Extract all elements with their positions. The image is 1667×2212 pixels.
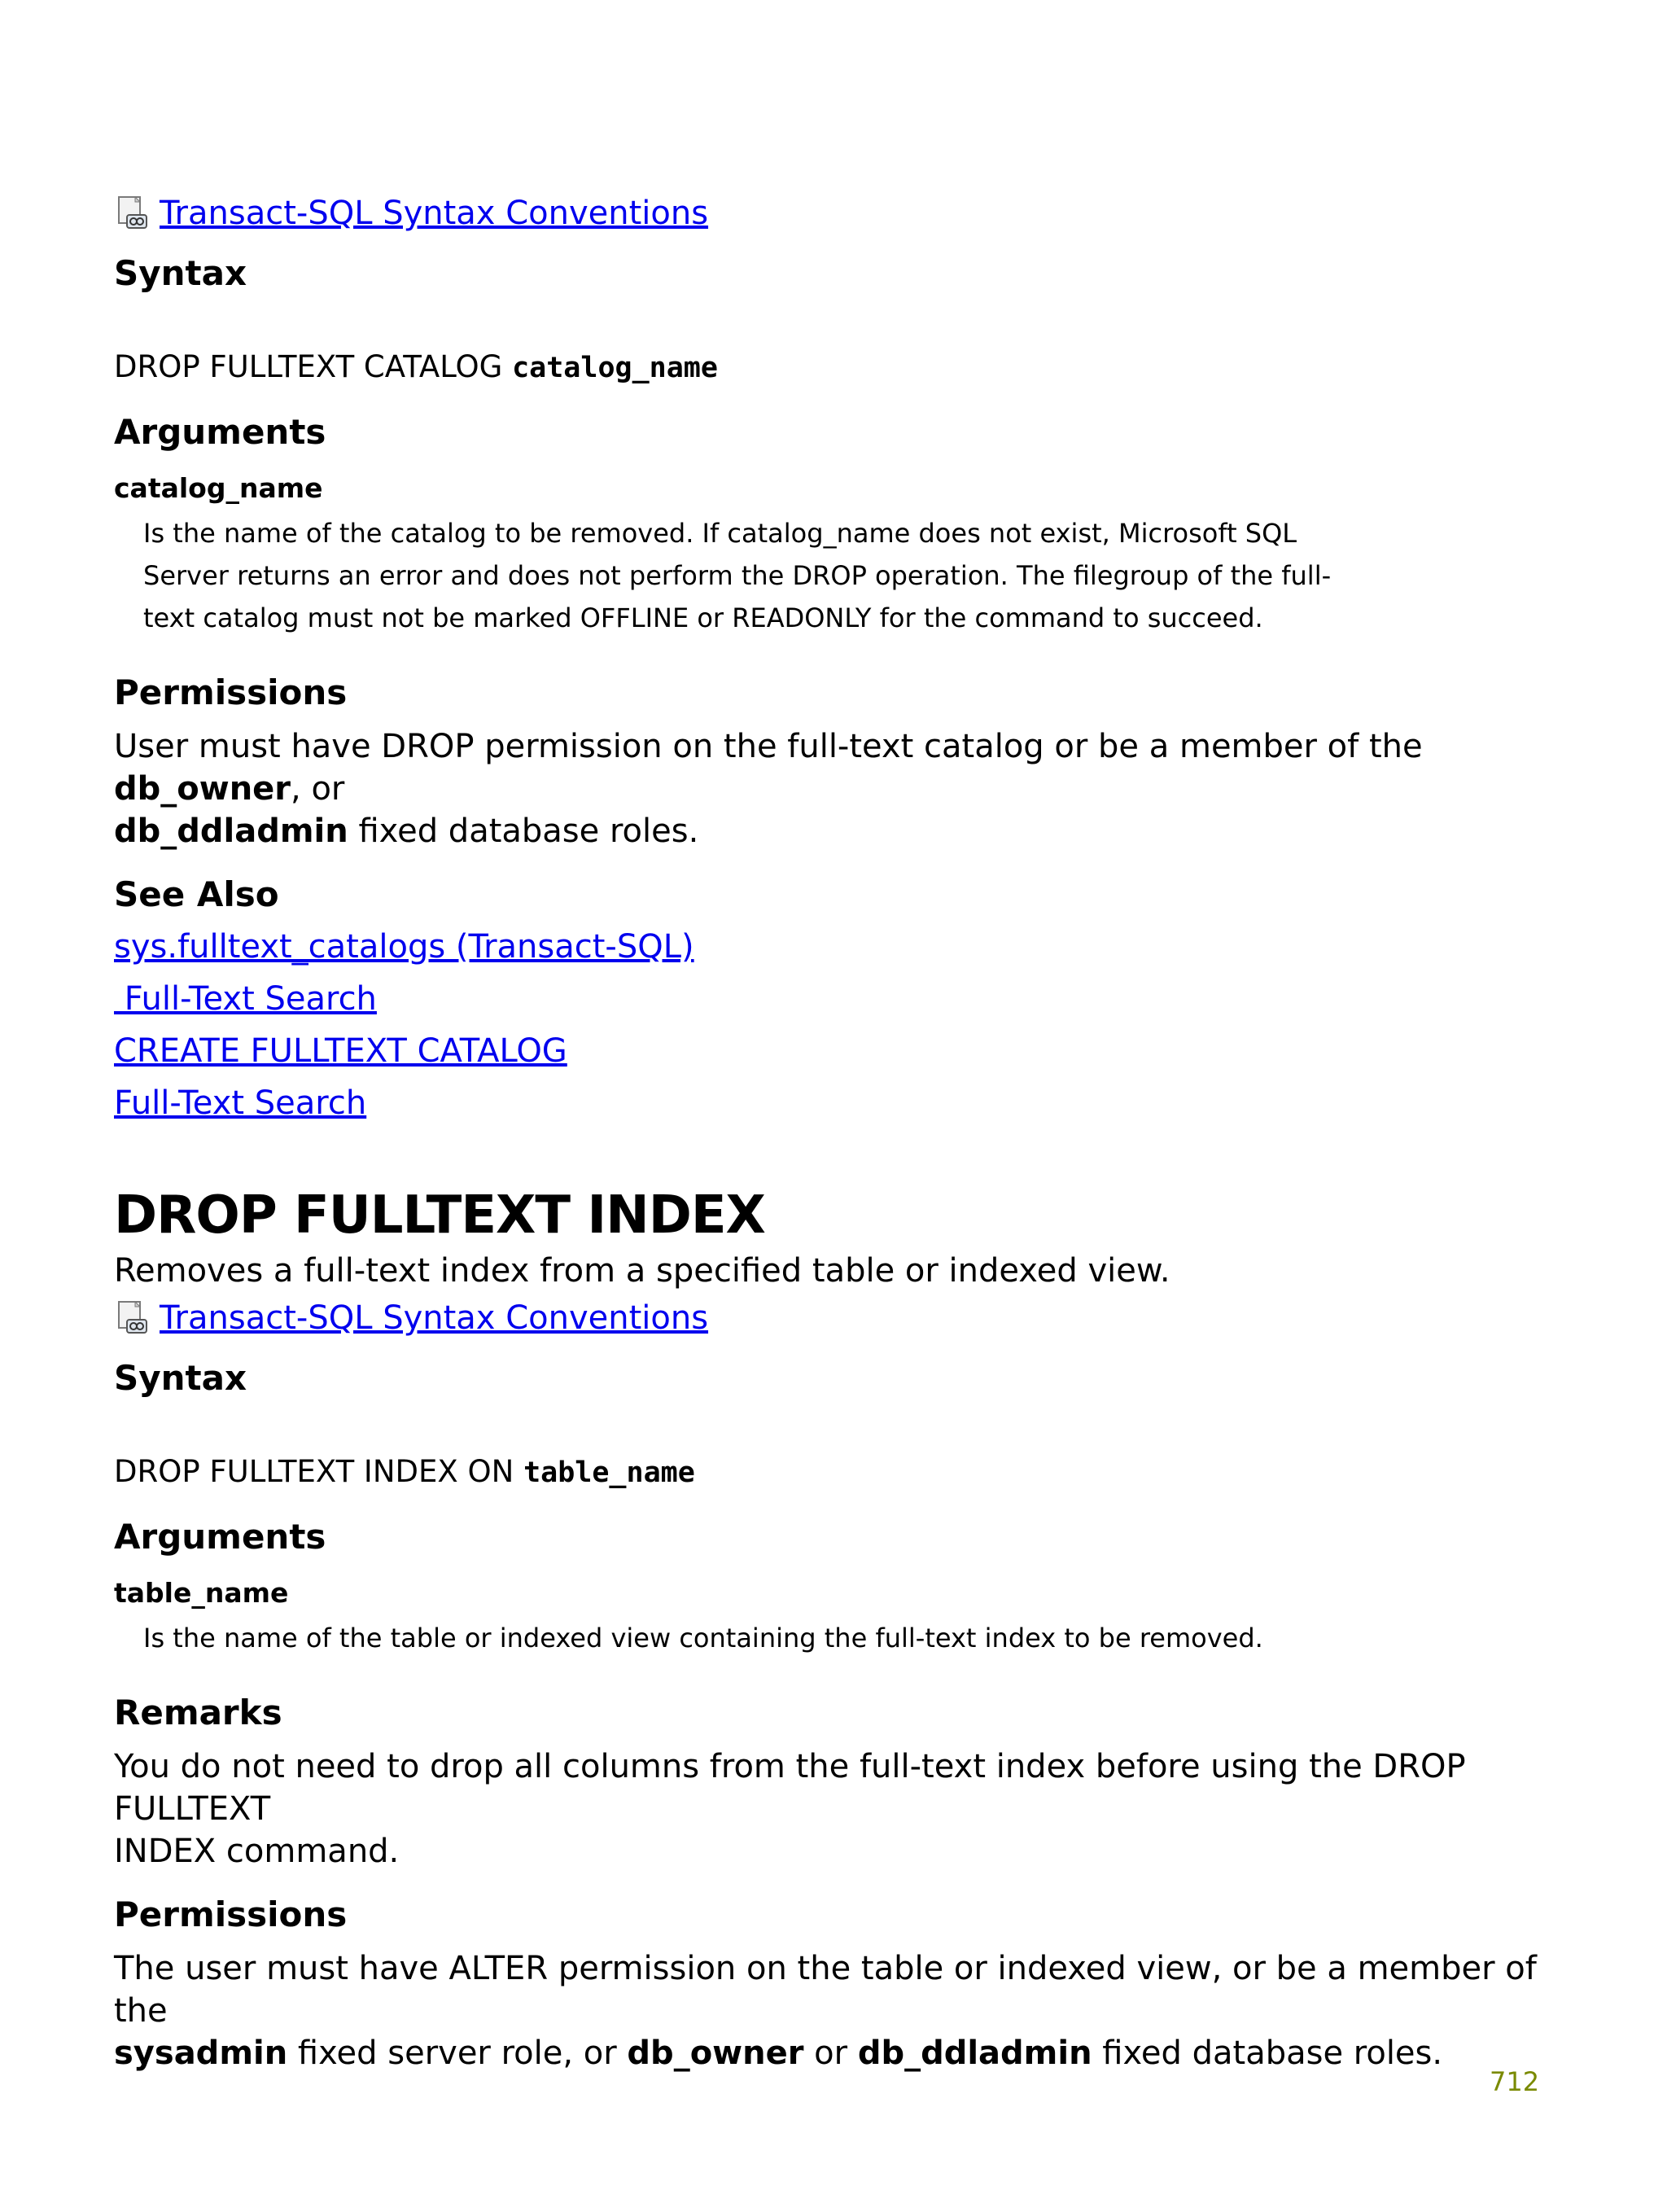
permissions-text	[114, 1947, 1547, 2074]
permissions-text-part: fixed database roles.	[348, 813, 699, 850]
remarks-heading: Remarks	[114, 1693, 282, 1732]
remarks-text-line: INDEX command.	[114, 1833, 400, 1870]
argument-name: table_name	[114, 1577, 289, 1609]
arguments-heading: Arguments	[114, 412, 326, 452]
permissions-heading: Permissions	[114, 1894, 348, 1934]
syntax-heading: Syntax	[114, 253, 247, 293]
remarks-text	[114, 1746, 1547, 1873]
see-also-link-full-text-search[interactable]: Full-Text Search	[114, 980, 377, 1018]
syntax-keywords: DROP FULLTEXT INDEX ON	[114, 1454, 524, 1489]
argument-description-line: text catalog must not be marked OFFLINE or READONLY for the command to succeed.	[143, 602, 1263, 633]
syntax-heading: Syntax	[114, 1358, 247, 1398]
syntax-block	[114, 347, 1547, 388]
permissions-text-part: , or	[291, 770, 345, 808]
conventions-link[interactable]: Transact-SQL Syntax Conventions	[160, 195, 709, 232]
arguments-heading: Arguments	[114, 1517, 326, 1557]
permissions-text-part: or	[803, 2035, 858, 2072]
see-also-link-create-fulltext-catalog[interactable]: CREATE FULLTEXT CATALOG	[114, 1032, 567, 1070]
permissions-text-part: fixed server role, or	[287, 2035, 628, 2072]
argument-name: catalog_name	[114, 472, 323, 504]
document-link-icon	[114, 1300, 150, 1336]
permissions-text-part: The user must have ALTER permission on the table or indexed view, or be a member of the	[114, 1950, 1537, 2030]
see-also-heading: See Also	[114, 874, 279, 914]
permissions-text-part: fixed database roles.	[1092, 2035, 1443, 2072]
role-db-ddladmin: db_ddladmin	[857, 2035, 1092, 2072]
role-sysadmin: sysadmin	[114, 2035, 288, 2072]
see-also-link-sys-fulltext-catalogs[interactable]: sys.fulltext_catalogs (Transact-SQL)	[114, 928, 694, 966]
role-db-owner: db_owner	[114, 770, 291, 808]
conventions-row	[114, 1294, 1547, 1343]
syntax-block	[114, 1452, 1547, 1493]
argument-description-line: Is the name of the table or indexed view containing the full-text index to be removed.	[143, 1623, 1263, 1654]
section-summary: Removes a full-text index from a specified table or indexed view.	[114, 1252, 1170, 1290]
see-also-links	[114, 921, 1547, 1129]
permissions-text-part: User must have DROP permission on the full-text catalog or be a member of the	[114, 728, 1423, 765]
argument-description-line: Is the name of the catalog to be removed. If catalog_name does not exist, Microsoft SQL	[143, 518, 1297, 549]
argument-description	[143, 512, 1348, 639]
syntax-parameter: catalog_name	[512, 352, 718, 384]
conventions-link[interactable]: Transact-SQL Syntax Conventions	[160, 1299, 709, 1337]
document-page	[114, 171, 1547, 2074]
section-title: DROP FULLTEXT INDEX	[114, 1185, 765, 1246]
role-db-ddladmin: db_ddladmin	[114, 813, 348, 850]
see-also-link-full-text-search-2[interactable]: Full-Text Search	[114, 1084, 367, 1122]
permissions-text	[114, 725, 1547, 852]
permissions-heading: Permissions	[114, 672, 348, 712]
argument-description-line: Server returns an error and does not perform the DROP operation. The filegroup of the full-	[143, 560, 1332, 591]
conventions-row	[114, 189, 1547, 238]
role-db-owner: db_owner	[627, 2035, 804, 2072]
syntax-keywords: DROP FULLTEXT CATALOG	[114, 349, 513, 384]
argument-description	[143, 1617, 1348, 1659]
syntax-parameter: table_name	[523, 1456, 695, 1489]
document-link-icon	[114, 195, 150, 231]
page-number: 712	[1490, 2066, 1540, 2097]
remarks-text-line: You do not need to drop all columns from the full-text index before using the DROP FULLTEXT	[114, 1748, 1466, 1828]
